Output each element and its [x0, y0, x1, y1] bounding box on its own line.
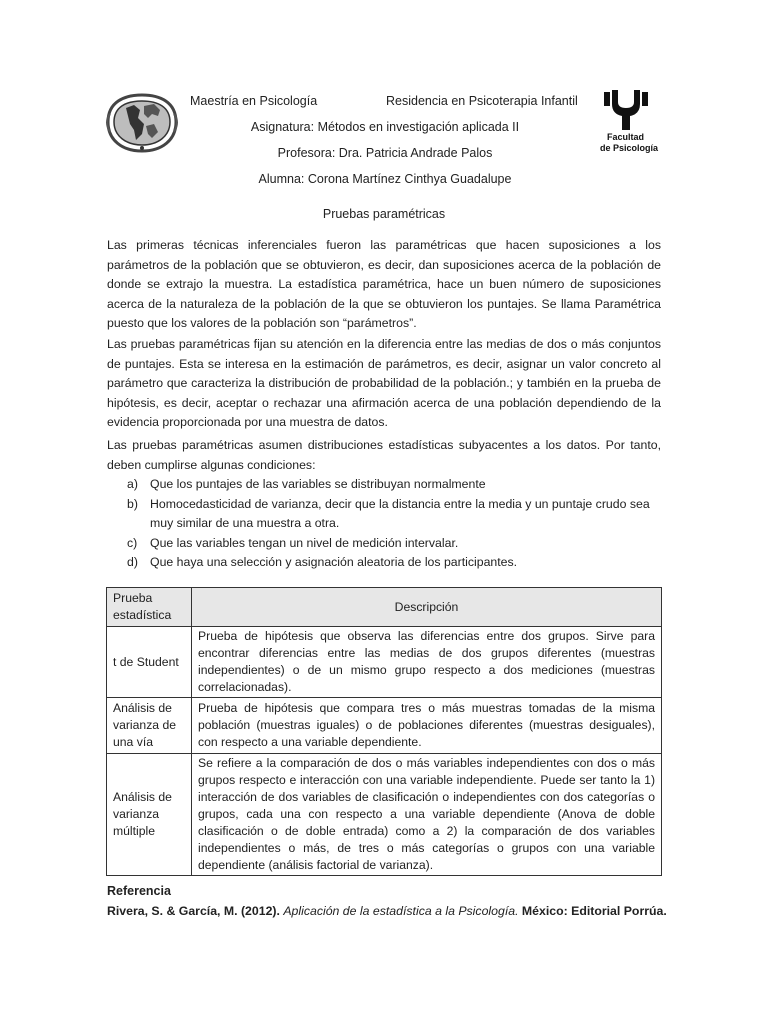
reference-heading: Referencia — [107, 884, 171, 898]
conditions-list — [107, 475, 661, 573]
list-marker: c) — [127, 535, 138, 550]
paragraph-focus: Las pruebas paramétricas fijan su atención en la diferencia entre las medias de dos o más conjuntos de puntajes. Esta se interesa en la estimación de parámetros, es decir, asignar un valor concreto al parámetro que caracteriza la distribución de probabilidad de la población.; y también en la prueba de hipótesis, es decir, aceptar o rechazar una afirmación acerca de una población dependiendo de la evidencia proporcionada por una muestra de datos. — [107, 337, 661, 429]
facultad-logo-line2: de Psicología — [600, 143, 659, 153]
column-header-description: Descripción — [192, 588, 662, 627]
facultad-psicologia-logo-icon — [594, 88, 668, 158]
list-item — [107, 495, 661, 534]
reference-authors: Rivera, S. & García, M. (2012). — [107, 904, 284, 918]
reference-book-title: Aplicación de la estadística a la Psicología. — [283, 904, 519, 918]
paragraph-assumptions: Las pruebas paramétricas asumen distribuciones estadísticas subyacentes a los datos. Por tanto, deben cumplirse algunas condiciones: — [107, 438, 661, 472]
paragraph-intro: Las primeras técnicas inferenciales fueron las paramétricas que hacen suposiciones a los parámetros de la población que se obtuvieron, es decir, dan suposiciones acerca de la población de donde se extrajo la muestra. La estadística paramétrica, hace un buen número de suposiciones acerca de la naturaleza de la población de la que se obtuvieron los puntajes. Se llama Paramétrica puesto que los valores de la población son “parámetros”. — [107, 238, 661, 330]
table-row — [107, 698, 662, 754]
list-marker: b) — [127, 496, 138, 511]
header-professor: Profesora: Dra. Patricia Andrade Palos — [277, 146, 493, 160]
facultad-logo-line1: Facultad — [607, 132, 645, 142]
test-description-cell: Prueba de hipótesis que compara tres o más muestras tomadas de la misma población (muestras iguales) o de poblaciones diferentes (muestras desiguales), con respecto a una variable dependiente. — [192, 698, 662, 754]
header-program: Maestría en Psicología — [190, 94, 318, 108]
table-header-row — [107, 588, 662, 627]
list-item-text: Homocedasticidad de varianza, decir que la distancia entre la media y un puntaje crudo sea muy similar de una muestra a otra. — [150, 496, 650, 530]
list-item — [107, 475, 661, 495]
test-description-cell: Prueba de hipótesis que observa las diferencias entre dos grupos. Sirve para encontrar diferencias entre las medias de dos grupos diferentes (muestras independientes) o de un mismo grupo respecto a dos mediciones (muestras correlacionadas). — [192, 627, 662, 698]
test-name-cell: Análisis de varianza de una vía — [107, 698, 192, 754]
list-marker: a) — [127, 477, 138, 491]
test-description-cell: Se refiere a la comparación de dos o más variables independientes con dos o más grupos respecto e interacción con una variable independiente. Puede ser tanto la 1) interacción de dos variables de clasificación o independientes con dos categorías o grupos, cada una con respecto a una variable dependiente (Anova de doble clasificación o de doble entrada) como a 2) la comparación de dos variables independientes o más, de tres o más categorías o grupos con una variable dependiente (análisis factorial de varianza). — [192, 754, 662, 876]
reference-publisher: México: Editorial Porrúa. — [518, 904, 667, 918]
header-residency: Residencia en Psicoterapia Infantil — [386, 94, 578, 108]
header-student: Alumna: Corona Martínez Cinthya Guadalupe — [258, 172, 512, 186]
table-row — [107, 627, 662, 698]
table-row — [107, 754, 662, 876]
test-name-cell: t de Student — [107, 627, 192, 698]
test-name-cell: Análisis de varianza múltiple — [107, 754, 192, 876]
list-item-text: Que haya una selección y asignación aleatoria de los participantes. — [150, 555, 518, 569]
list-item — [107, 534, 661, 554]
list-item-text: Que los puntajes de las variables se distribuyan normalmente — [150, 477, 486, 491]
list-item — [107, 553, 661, 573]
header-subject: Asignatura: Métodos en investigación aplicada II — [250, 120, 520, 134]
document-title: Pruebas paramétricas — [322, 207, 446, 221]
tests-table — [106, 587, 662, 876]
column-header-test: Prueba estadística — [107, 588, 192, 627]
reference-entry — [107, 904, 667, 918]
list-marker: d) — [127, 555, 138, 569]
list-item-text: Que las variables tengan un nivel de medición intervalar. — [150, 535, 459, 550]
